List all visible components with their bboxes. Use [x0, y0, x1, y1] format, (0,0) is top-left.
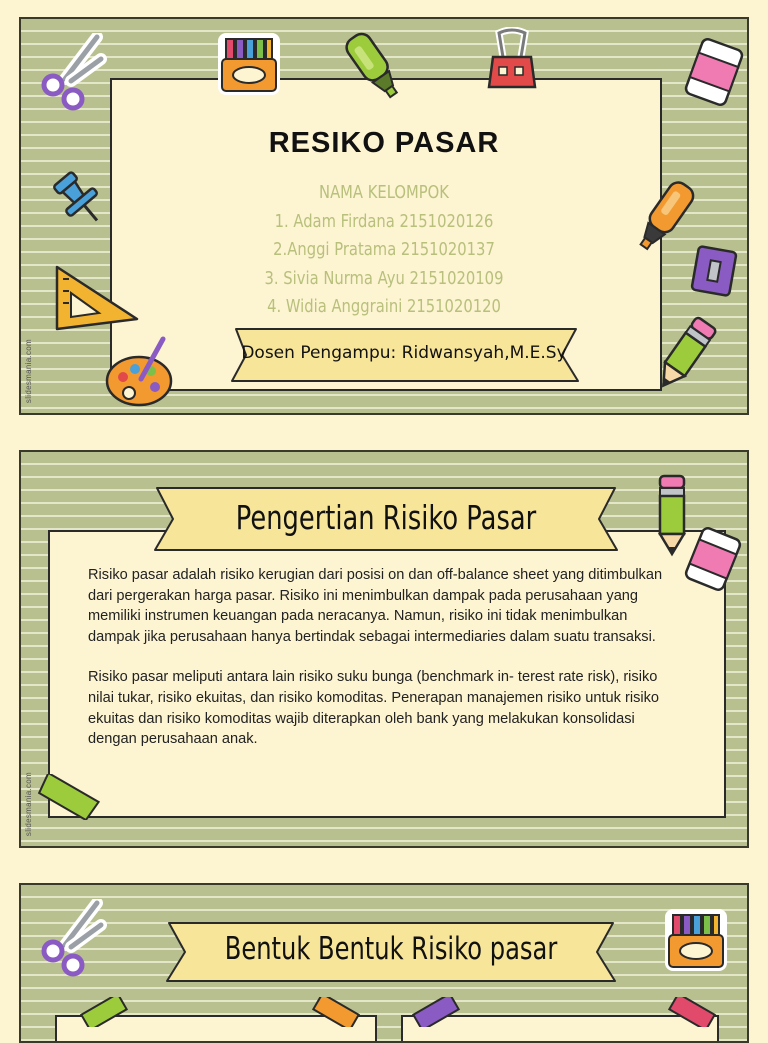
ruler-icon	[49, 259, 145, 337]
crayons-icon	[661, 905, 731, 975]
pencil-icon	[649, 315, 723, 395]
group-members	[86, 179, 681, 322]
types-title: Bentuk Bentuk Risiko pasar	[224, 931, 558, 967]
lecturer-banner	[224, 325, 584, 385]
types-title-banner	[163, 919, 619, 985]
highlighter-icon	[339, 27, 409, 107]
washi-tape-icon	[35, 774, 101, 820]
washi-tape-icon	[311, 997, 361, 1027]
eraser-icon	[681, 37, 747, 107]
watermark: slidesmania.com	[24, 339, 33, 404]
eraser-icon	[683, 526, 743, 592]
definition-title: Pengertian Risiko Pasar	[235, 498, 537, 537]
slide-title-heading: RESIKO PASAR	[268, 127, 500, 159]
slide-types	[19, 883, 749, 1043]
member-4: 4. Widia Anggraini 2151020120	[267, 296, 501, 317]
watermark: slidesmania.com	[24, 772, 33, 837]
member-1: 1. Adam Firdana 2151020126	[274, 210, 494, 232]
member-2: 2.Anggi Pratama 2151020137	[273, 239, 495, 260]
definition-paragraph-2: Risiko pasar meliputi antara lain risiko suku bunga (benchmark in- terest rate risk), risiko nilai tukar, risiko ekuitas, dan risiko komoditas. Penerapan manajemen risiko untuk risiko ekuitas dan risiko komoditas wajib diterapkan oleh bank yang melakukan konsolidasi dengan perusahaan anak.	[88, 669, 660, 748]
member-3: 3. Sivia Nurma Ayu 2151020109	[264, 267, 504, 289]
definition-body	[88, 565, 678, 770]
definition-title-banner	[151, 484, 621, 554]
sharpener-icon	[687, 243, 741, 299]
scissors-icon	[35, 33, 111, 113]
definition-paragraph-1: Risiko pasar adalah risiko kerugian dari posisi on dan off-balance sheet yang ditimbulkan dari pergerakan harga pasar. Risiko ini menimbulkan dampak pada perusahaan yang memiliki instrumen keuangan pada neracanya. Namun, risiko ini tidak menimbulkan dampak jika perusahaan hanya bertindak sebagai intermediaries dalam suatu transaksi.	[88, 567, 663, 645]
scissors-icon	[35, 899, 111, 979]
binder-clip-icon	[485, 27, 539, 93]
paint-palette-icon	[101, 331, 177, 409]
group-heading: NAMA KELOMPOK	[319, 182, 449, 203]
washi-tape-icon	[667, 997, 717, 1027]
slide-title	[19, 17, 749, 415]
crayons-icon	[214, 29, 284, 99]
lecturer-text: Dosen Pengampu: Ridwansyah,M.E.Sy	[241, 343, 567, 363]
pushpin-icon	[49, 169, 109, 231]
washi-tape-icon	[79, 997, 129, 1027]
washi-tape-icon	[411, 997, 461, 1027]
